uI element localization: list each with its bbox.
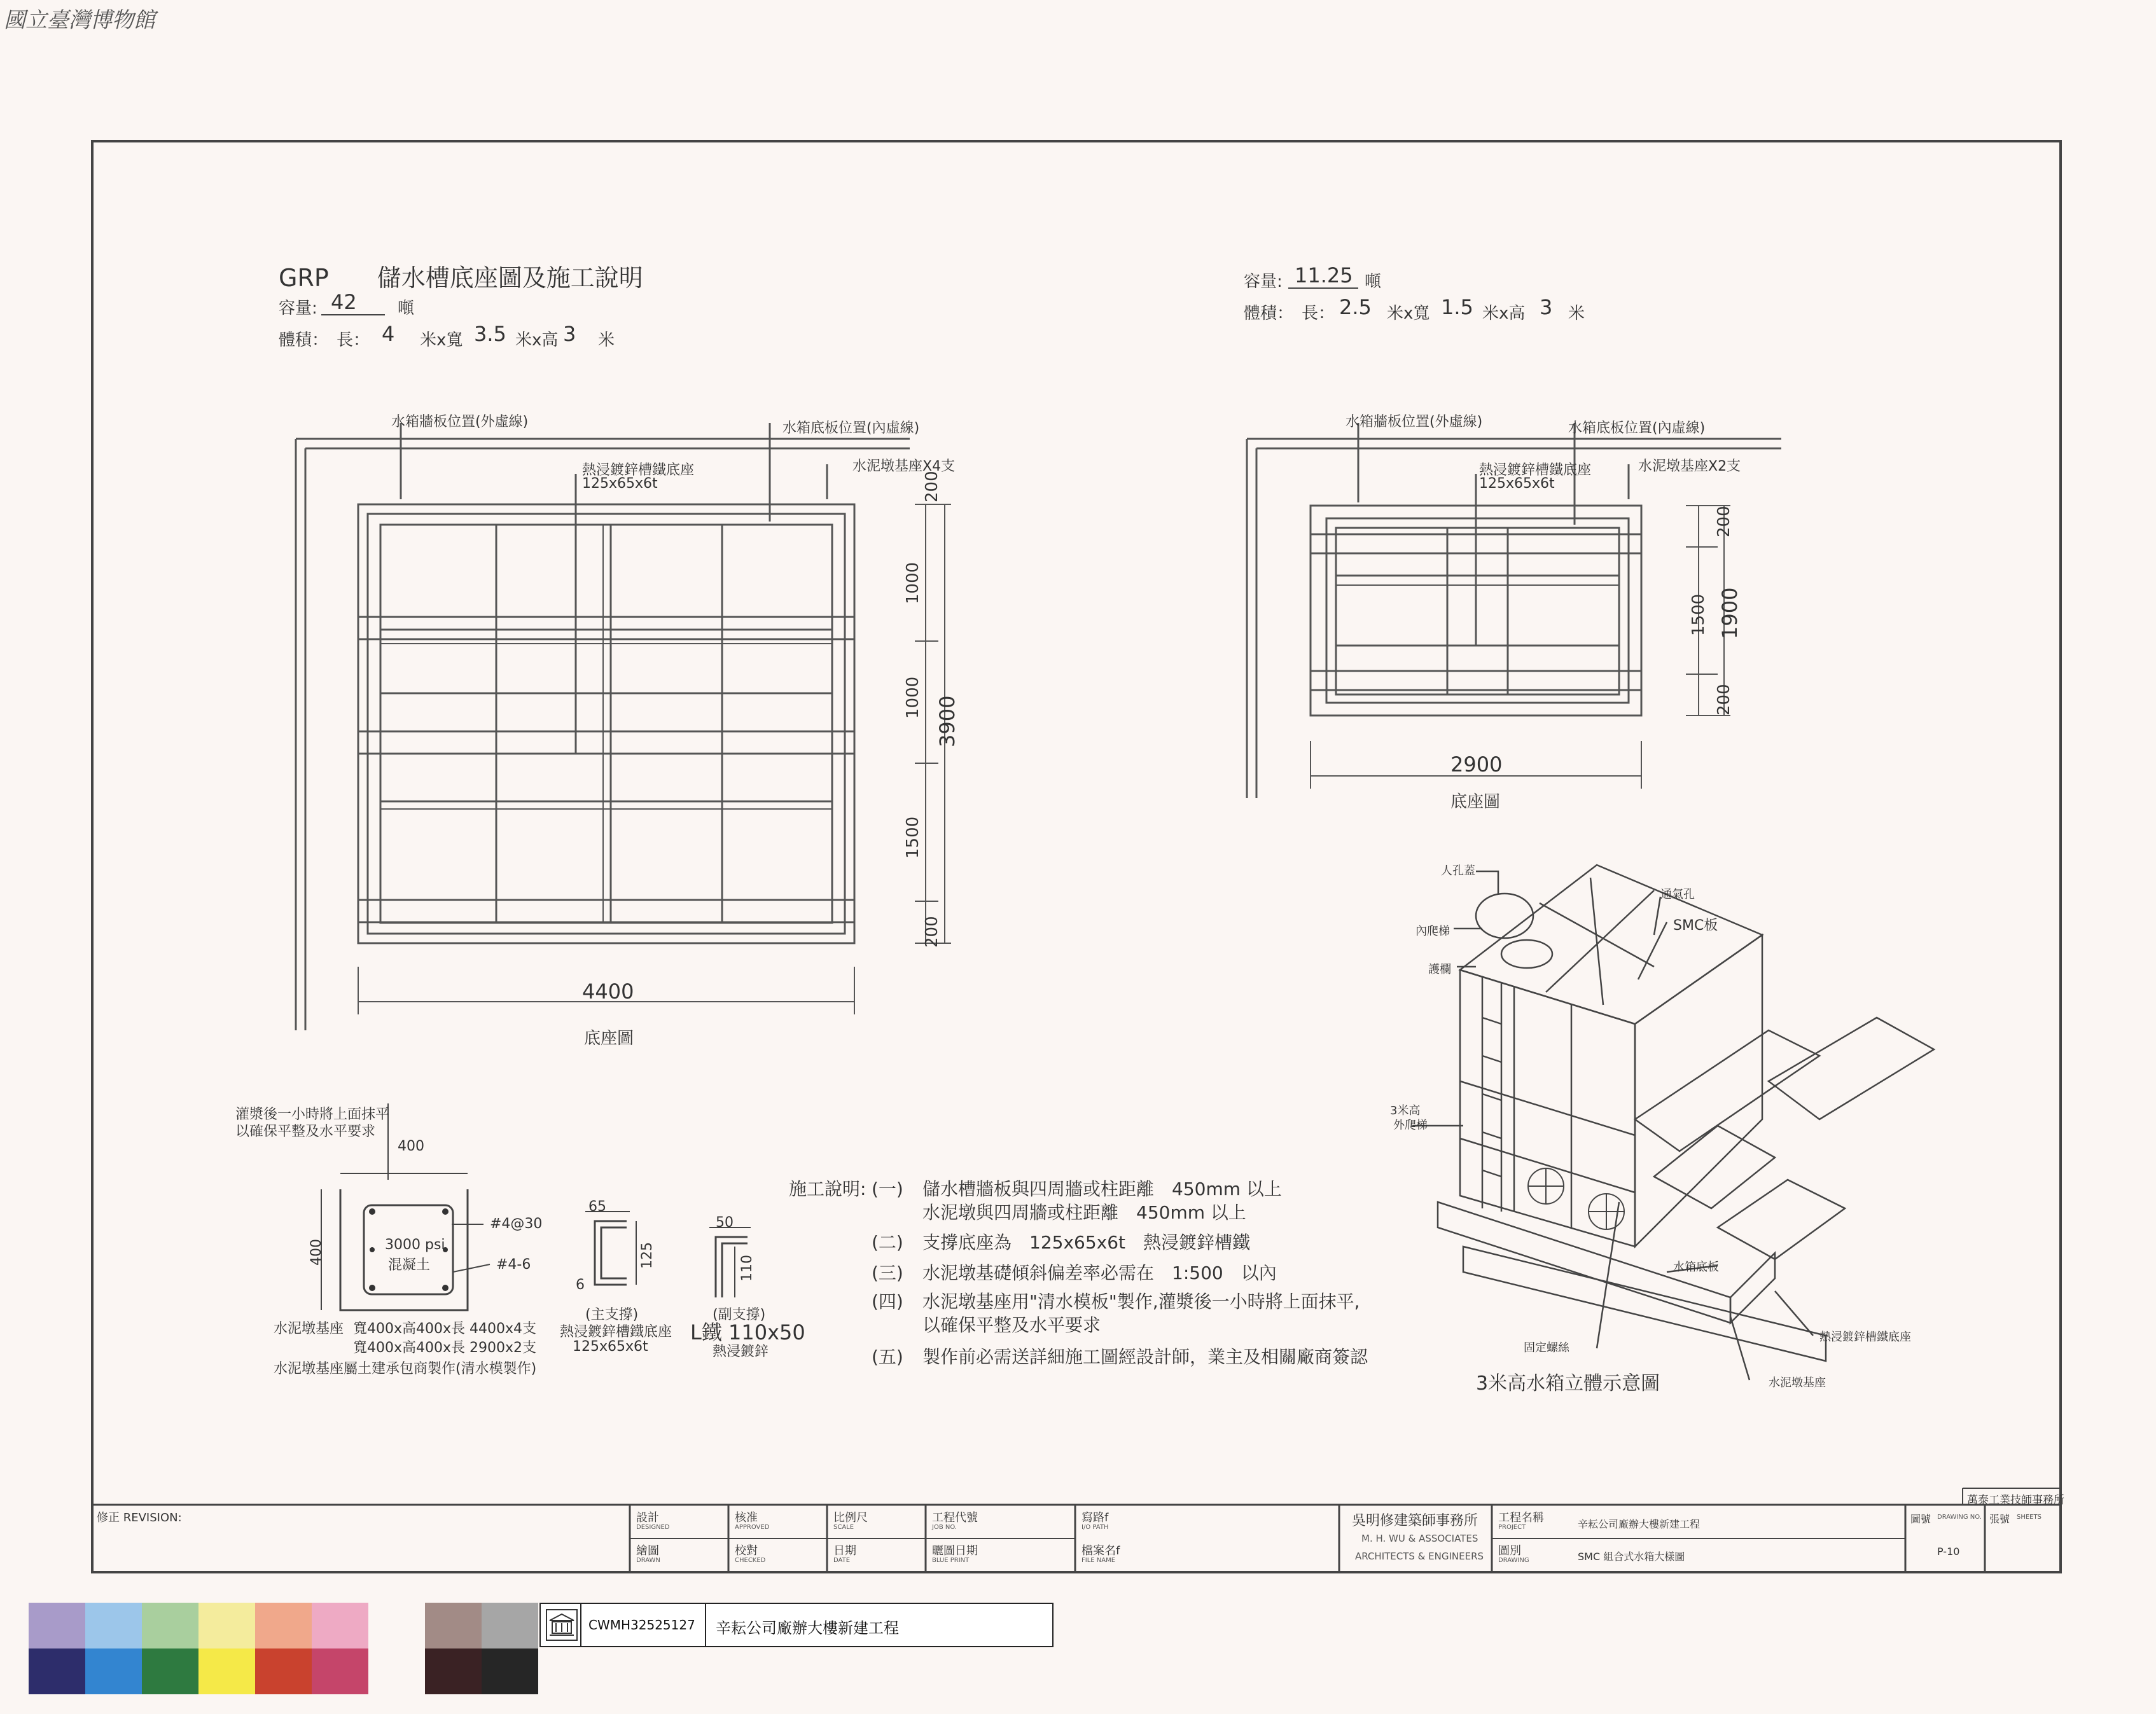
- left-dim-200-top: 200: [922, 471, 942, 502]
- note-4-line-1: 水泥墩基座用"清水模板"製作,灌漿後一小時將上面抹平,: [922, 1291, 1360, 1312]
- right-volume-label: 體積： 長：: [1244, 304, 1335, 323]
- channel-label-2: 熱浸鍍鋅槽鐵底座: [560, 1324, 672, 1340]
- right-caption: 底座圖: [1450, 792, 1501, 812]
- left-callout-base: 熱浸鍍鋅槽鐵底座: [582, 462, 695, 478]
- note-3-num: (三): [872, 1262, 903, 1283]
- pier-top-dim: 400: [398, 1138, 424, 1154]
- color-swatch-top: [255, 1603, 312, 1648]
- pier-spec-2: 寬400x高400x長 2900x2支: [353, 1340, 537, 1356]
- right-callout-piers: 水泥墩基座X2支: [1638, 459, 1741, 474]
- tb-scale: 比例尺: [833, 1511, 868, 1524]
- tb-firm: 吳明修建築師事務所: [1352, 1513, 1478, 1529]
- left-plan-drawing: [296, 423, 951, 1030]
- tb-file: 檔案名f: [1081, 1544, 1120, 1558]
- tb-approved-en: APPROVED: [735, 1524, 770, 1531]
- pier-side-dim: 400: [309, 1239, 324, 1266]
- left-callout-outer: 水箱牆板位置(外虛線): [391, 414, 529, 430]
- tb-designed: 設計: [636, 1511, 659, 1524]
- right-capacity-value: 11.25: [1295, 263, 1353, 287]
- tb-drawing: 圖別: [1498, 1544, 1521, 1558]
- iso-inner-ladder: 內爬梯: [1415, 925, 1450, 938]
- color-swatch-bottom: [85, 1648, 142, 1694]
- left-dim-1000-b: 1000: [903, 676, 922, 719]
- note-5-num: (五): [872, 1346, 903, 1367]
- left-capacity-label: 容量:: [279, 299, 317, 318]
- tb-path: 寫路f: [1081, 1511, 1109, 1524]
- pier-concrete-sub: 混凝土: [388, 1257, 431, 1273]
- right-length: 2.5: [1339, 295, 1372, 319]
- angle-label-1: (副支撐): [713, 1307, 766, 1323]
- tb-date: 日期: [833, 1544, 856, 1558]
- left-dim-1500: 1500: [903, 816, 922, 859]
- right-capacity-label: 容量:: [1244, 272, 1283, 291]
- angle-dim-side: 110: [739, 1255, 755, 1282]
- left-height: 3: [563, 322, 576, 346]
- iso-outer-ladder-1: 3米高: [1390, 1104, 1421, 1117]
- tb-blue-print: 曬圖日期: [932, 1544, 978, 1558]
- left-width: 3.5: [474, 322, 506, 346]
- pier-spec-1: 寬400x高400x長 4400x4支: [353, 1321, 537, 1337]
- note-5-line-1: 製作前必需送詳細施工圖經設計師，業主及相關廠商簽認: [922, 1346, 1368, 1367]
- pier-rebar-1: #4@30: [490, 1216, 543, 1232]
- left-callout-piers: 水泥墩基座X4支: [852, 459, 956, 474]
- iso-manhole: 人孔蓋: [1441, 864, 1475, 878]
- right-capacity-unit: 噸: [1365, 272, 1382, 291]
- color-swatch-bottom: [425, 1648, 482, 1694]
- left-caption: 底座圖: [584, 1029, 634, 1048]
- tb-drawn: 繪圖: [636, 1544, 659, 1558]
- tb-job-no-en: JOB NO.: [932, 1524, 957, 1531]
- iso-railing: 護欄: [1428, 963, 1451, 976]
- left-dim-total: 3900: [935, 695, 959, 747]
- left-dim-1000-a: 1000: [903, 562, 922, 604]
- left-heading: GRP 儲水槽底座圖及施工說明: [279, 264, 643, 292]
- left-dim-200-bottom: 200: [922, 916, 942, 948]
- color-swatch-bottom: [142, 1648, 198, 1694]
- color-swatch-bottom: [482, 1648, 538, 1694]
- channel-dim-side: 125: [639, 1242, 655, 1269]
- iso-channel: 熱浸鍍鋅槽鐵底座: [1819, 1330, 1911, 1344]
- tb-checked-en: CHECKED: [735, 1557, 766, 1564]
- tb-sheet-value: P-10: [1937, 1545, 1960, 1558]
- right-height-label: 米x高: [1482, 304, 1526, 323]
- angle-dim-top: 50: [716, 1215, 734, 1231]
- iso-caption: 3米高水箱立體示意圖: [1476, 1372, 1660, 1395]
- tb-firm-en-2: ARCHITECTS & ENGINEERS: [1355, 1551, 1484, 1562]
- tb-file-en: FILE NAME: [1081, 1557, 1116, 1564]
- note-1-line-1: 儲水槽牆板與四周牆或柱距離 450mm 以上: [922, 1178, 1282, 1199]
- tb-revision: 修正 REVISION:: [97, 1511, 182, 1524]
- pier-note-1: 灌漿後一小時將上面抹平: [235, 1107, 390, 1123]
- tb-project-value: 辛耘公司廠辦大樓新建工程: [1578, 1518, 1700, 1530]
- channel-dim-thk: 6: [576, 1277, 585, 1293]
- right-callout-base-size: 125x65x6t: [1479, 476, 1555, 492]
- left-meter: 米: [598, 331, 615, 350]
- channel-section-drawing: [585, 1212, 636, 1285]
- right-callout-base: 熱浸鍍鋅槽鐵底座: [1479, 462, 1592, 478]
- isometric-tank-drawing: [1412, 865, 1934, 1380]
- tb-checked: 校對: [735, 1544, 758, 1558]
- pier-concrete: 3000 psi: [385, 1237, 445, 1253]
- archive-legend: [539, 1603, 1054, 1647]
- left-height-label: 米x高: [515, 331, 559, 350]
- iso-floor-panel: 水箱底板: [1673, 1261, 1719, 1274]
- left-capacity-underline: [321, 314, 385, 315]
- right-dim-total: 1900: [1718, 587, 1742, 639]
- note-1-num: (一): [872, 1178, 903, 1199]
- angle-label-3: 熱浸鍍鋅: [713, 1344, 769, 1360]
- tb-designed-en: DESIGNED: [636, 1524, 670, 1531]
- pier-spec-title: 水泥墩基座: [274, 1321, 344, 1337]
- tb-firm-en-1: M. H. WU & ASSOCIATES: [1361, 1533, 1478, 1544]
- pier-note-2: 以確保平整及水平要求: [235, 1124, 376, 1140]
- color-swatch-top: [425, 1603, 482, 1648]
- iso-smc: SMC板: [1673, 918, 1718, 934]
- tb-drawing-value: SMC 組合式水箱大樣圖: [1578, 1551, 1685, 1563]
- iso-bolt: 固定螺絲: [1524, 1341, 1569, 1355]
- note-4-line-2: 以確保平整及水平要求: [922, 1315, 1101, 1336]
- color-swatch-bottom: [312, 1648, 368, 1694]
- note-1-line-2: 水泥墩與四周牆或柱距離 450mm 以上: [922, 1202, 1246, 1223]
- right-height: 3: [1540, 295, 1553, 319]
- color-swatch-bottom: [29, 1648, 85, 1694]
- left-length: 4: [382, 322, 395, 346]
- right-meter: 米: [1568, 304, 1585, 323]
- left-volume-label: 體積： 長：: [279, 331, 370, 350]
- note-3-line-1: 水泥墩基礎傾斜偏差率必需在 1:500 以內: [922, 1262, 1277, 1283]
- left-capacity-value: 42: [331, 290, 357, 314]
- museum-mark: 國立臺灣博物館: [4, 8, 155, 33]
- museum-logo-icon: [546, 1609, 578, 1641]
- color-swatch-bottom: [198, 1648, 255, 1694]
- channel-label-1: (主支撐): [585, 1307, 639, 1323]
- legend-divider-1: [580, 1604, 581, 1646]
- tb-project-en: PROJECT: [1498, 1524, 1526, 1531]
- note-2-line-1: 支撐底座為 125x65x6t 熱浸鍍鋅槽鐵: [922, 1232, 1251, 1253]
- tb-project: 工程名稱: [1498, 1511, 1544, 1524]
- color-swatch-bottom: [255, 1648, 312, 1694]
- color-swatch-top: [142, 1603, 198, 1648]
- right-callout-inner: 水箱底板位置(內虛線): [1568, 420, 1706, 436]
- color-swatch-top: [85, 1603, 142, 1648]
- tb-drawn-en: DRAWN: [636, 1557, 660, 1564]
- tb-sheets-en: SHEETS: [2017, 1514, 2041, 1521]
- iso-outer-ladder-2: 外爬梯: [1393, 1119, 1428, 1132]
- tb-drawing-en: DRAWING: [1498, 1557, 1529, 1564]
- right-dim-1500: 1500: [1689, 593, 1708, 636]
- tb-path-en: I/O PATH: [1081, 1524, 1109, 1531]
- color-swatch-top: [482, 1603, 538, 1648]
- tb-approved: 核准: [735, 1511, 758, 1524]
- right-dim-200-bottom: 200: [1714, 684, 1734, 715]
- color-swatch-top: [29, 1603, 85, 1648]
- left-width-label: 米x寬: [420, 331, 463, 350]
- left-capacity-unit: 噸: [398, 299, 415, 318]
- iso-pier: 水泥墩基座: [1769, 1376, 1826, 1390]
- note-2-num: (二): [872, 1232, 903, 1253]
- tb-job-no: 工程代號: [932, 1511, 978, 1524]
- tb-date-en: DATE: [833, 1557, 851, 1564]
- color-swatch-top: [312, 1603, 368, 1648]
- left-callout-inner: 水箱底板位置(內虛線): [782, 420, 920, 436]
- right-dim-width: 2900: [1450, 752, 1503, 777]
- tb-stamp: 萬泰工業技師事務所: [1967, 1494, 2064, 1507]
- tb-blue-print-en: BLUE PRINT: [932, 1557, 970, 1564]
- right-callout-outer: 水箱牆板位置(外虛線): [1346, 414, 1483, 430]
- note-4-num: (四): [872, 1291, 903, 1312]
- tb-drawing-no-en: DRAWING NO.: [1937, 1514, 1982, 1521]
- pier-rebar-2: #4-6: [496, 1257, 531, 1273]
- iso-vent: 通氣孔: [1660, 888, 1695, 901]
- legend-divider-2: [705, 1604, 706, 1646]
- right-dim-200-top: 200: [1714, 506, 1734, 537]
- tb-sheets: 張號: [1989, 1513, 2010, 1525]
- right-width-label: 米x寬: [1387, 304, 1430, 323]
- tb-scale-en: SCALE: [833, 1524, 854, 1531]
- left-dim-width: 4400: [582, 979, 634, 1004]
- notes-title: 施工說明:: [789, 1178, 866, 1199]
- channel-dim-top: 65: [588, 1199, 606, 1215]
- right-capacity-underline: [1288, 287, 1358, 289]
- pier-spec-3: 水泥墩基座屬土建承包商製作(清水模製作): [274, 1361, 537, 1377]
- legend-title: 辛耘公司廠辦大樓新建工程: [716, 1619, 899, 1637]
- tb-drawing-no: 圖號: [1910, 1513, 1931, 1525]
- legend-id: CWMH32525127: [588, 1617, 695, 1633]
- left-callout-base-size: 125x65x6t: [582, 476, 658, 492]
- color-swatch-top: [198, 1603, 255, 1648]
- right-width: 1.5: [1441, 295, 1473, 319]
- angle-label-2: L鐵 110x50: [690, 1320, 805, 1344]
- channel-label-3: 125x65x6t: [573, 1339, 648, 1355]
